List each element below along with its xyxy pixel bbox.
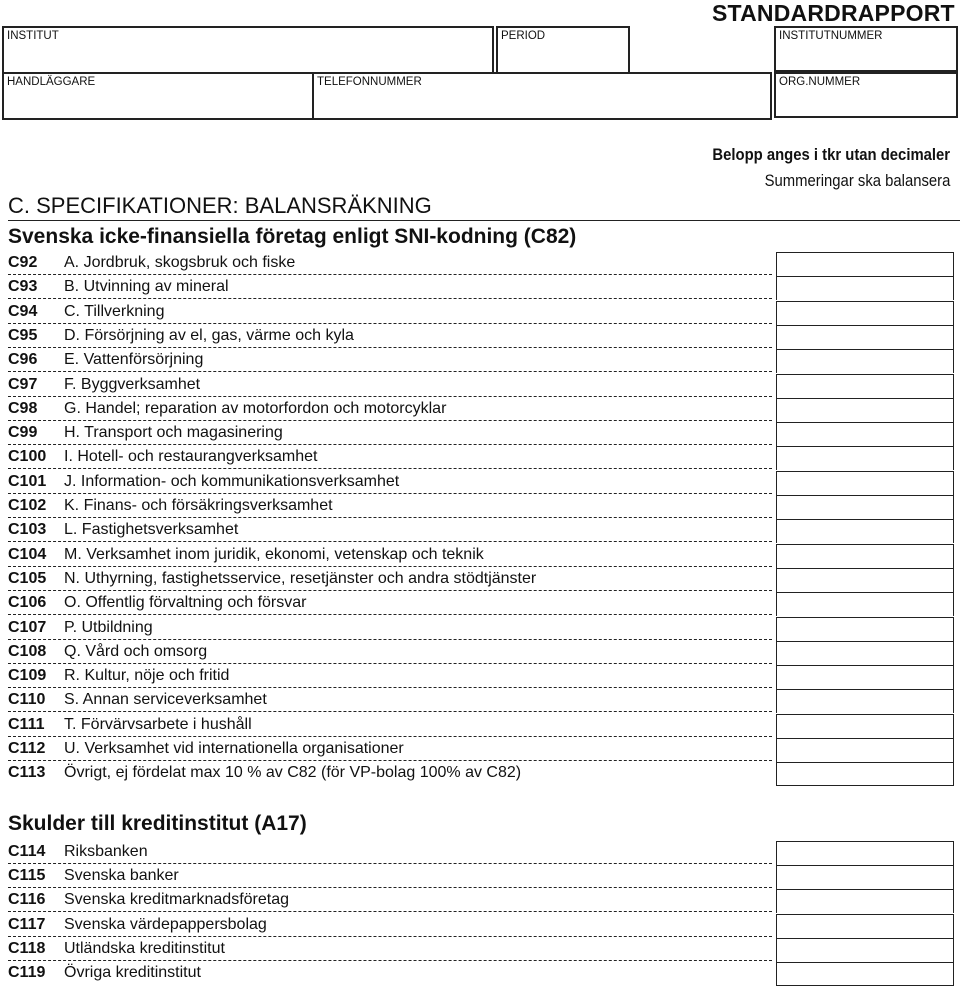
row-label: C. Tillverkning <box>64 302 165 320</box>
form-row <box>0 301 960 325</box>
form-row <box>0 446 960 470</box>
form-row <box>0 519 960 543</box>
row-code: C110 <box>8 691 46 709</box>
amount-input[interactable] <box>776 938 954 962</box>
row-code: C119 <box>8 964 46 981</box>
amount-input[interactable] <box>776 962 954 986</box>
row-label: D. Försörjning av el, gas, värme och kyla <box>64 326 354 344</box>
form-row <box>0 471 960 495</box>
row-code: C98 <box>8 399 38 417</box>
amount-input[interactable] <box>776 889 954 913</box>
amount-input[interactable] <box>776 374 954 398</box>
row-label: S. Annan serviceverksamhet <box>64 691 267 709</box>
institut-label: INSTITUT <box>7 30 59 42</box>
row-code: C97 <box>8 375 38 393</box>
form-row <box>0 568 960 592</box>
row-code: C118 <box>8 939 46 957</box>
form-row <box>0 592 960 616</box>
dotted-leader <box>8 274 772 275</box>
row-label: Svenska kreditmarknadsföretag <box>64 891 289 909</box>
amount-input[interactable] <box>776 544 954 568</box>
dotted-leader <box>8 639 772 640</box>
dotted-leader <box>8 396 772 397</box>
form-row <box>0 495 960 519</box>
form-row <box>0 665 960 689</box>
amount-input[interactable] <box>776 276 954 300</box>
amount-note: Belopp anges i tkr utan decimaler <box>712 146 950 164</box>
dotted-leader <box>8 614 772 615</box>
institutnummer-label: INSTITUTNUMMER <box>779 30 883 42</box>
institut-field[interactable] <box>2 26 494 74</box>
amount-input[interactable] <box>776 738 954 762</box>
dotted-leader <box>8 420 772 421</box>
period-field[interactable] <box>496 26 630 74</box>
row-code: C105 <box>8 569 47 587</box>
row-code: C115 <box>8 867 46 885</box>
amount-input[interactable] <box>776 349 954 373</box>
orgnummer-field[interactable] <box>774 72 958 118</box>
dotted-leader <box>8 863 772 864</box>
form-row <box>0 349 960 373</box>
dotted-leader <box>8 371 772 372</box>
telefonnummer-label: TELEFONNUMMER <box>317 76 422 88</box>
amount-input[interactable] <box>776 301 954 325</box>
section-divider <box>8 220 960 221</box>
amount-input[interactable] <box>776 841 954 865</box>
row-label: J. Information- och kommunikationsverksamhet <box>64 472 400 490</box>
row-code: C113 <box>8 764 46 782</box>
amount-input[interactable] <box>776 665 954 689</box>
row-code: C102 <box>8 497 47 514</box>
row-code: C100 <box>8 448 47 466</box>
row-code: C95 <box>8 326 38 344</box>
dotted-leader <box>8 736 772 737</box>
amount-input[interactable] <box>776 714 954 738</box>
dotted-leader <box>8 687 772 688</box>
row-label: Riksbanken <box>64 843 148 860</box>
dotted-leader <box>8 887 772 888</box>
handlaggare-label: HANDLÄGGARE <box>7 76 96 88</box>
form-row <box>0 738 960 762</box>
dotted-leader <box>8 468 772 469</box>
form-row <box>0 841 960 865</box>
dotted-leader <box>8 298 772 299</box>
dotted-leader <box>8 347 772 348</box>
form-row <box>0 398 960 422</box>
dotted-leader <box>8 936 772 937</box>
section-subtitle: Svenska icke-finansiella företag enligt SNI-kodning (C82) <box>8 225 577 248</box>
dotted-leader <box>8 960 772 961</box>
amount-input[interactable] <box>776 495 954 519</box>
row-code: C117 <box>8 915 46 933</box>
report-title: STANDARDRAPPORT <box>712 0 955 26</box>
form-row <box>0 889 960 913</box>
form-row <box>0 865 960 889</box>
amount-input[interactable] <box>776 865 954 889</box>
form-row <box>0 962 960 986</box>
row-label: Utländska kreditinstitut <box>64 939 225 957</box>
form-row <box>0 714 960 738</box>
row-label: Övrigt, ej fördelat max 10 % av C82 (för VP-bolag 100% av C82) <box>64 764 522 782</box>
row-label: N. Uthyrning, fastighetsservice, resetjänster och andra stödtjänster <box>64 569 537 587</box>
row-label: O. Offentlig förvaltning och försvar <box>64 594 307 612</box>
amount-input[interactable] <box>776 641 954 665</box>
form-row <box>0 276 960 300</box>
dotted-leader <box>8 517 772 518</box>
dotted-leader <box>8 566 772 567</box>
row-label: A. Jordbruk, skogsbruk och fiske <box>64 254 296 271</box>
row-code: C101 <box>8 472 47 490</box>
row-label: P. Utbildning <box>64 618 153 636</box>
row-label: G. Handel; reparation av motorfordon och motorcyklar <box>64 399 447 417</box>
row-label: T. Förvärvsarbete i hushåll <box>64 715 252 733</box>
row-label: K. Finans- och försäkringsverksamhet <box>64 497 333 514</box>
row-code: C114 <box>8 843 46 860</box>
amount-input[interactable] <box>776 592 954 616</box>
form-row <box>0 325 960 349</box>
credit-section-subtitle: Skulder till kreditinstitut (A17) <box>8 812 307 835</box>
dotted-leader <box>8 444 772 445</box>
dotted-leader <box>8 711 772 712</box>
dotted-leader <box>8 493 772 494</box>
form-row <box>0 544 960 568</box>
period-label: PERIOD <box>501 30 546 42</box>
row-code: C107 <box>8 618 47 636</box>
row-code: C92 <box>8 254 38 271</box>
row-code: C111 <box>8 715 45 733</box>
form-row <box>0 422 960 446</box>
row-label: Svenska banker <box>64 867 179 885</box>
amount-input[interactable] <box>776 252 954 276</box>
form-row <box>0 689 960 713</box>
telefonnummer-field[interactable] <box>312 72 772 120</box>
form-row <box>0 914 960 938</box>
row-label: F. Byggverksamhet <box>64 375 201 393</box>
row-label: U. Verksamhet vid internationella organisationer <box>64 740 404 757</box>
amount-input[interactable] <box>776 568 954 592</box>
row-label: Övriga kreditinstitut <box>64 964 201 981</box>
amount-input[interactable] <box>776 519 954 543</box>
row-code: C112 <box>8 740 46 757</box>
amount-input[interactable] <box>776 422 954 446</box>
row-label: B. Utvinning av mineral <box>64 278 229 296</box>
row-label: L. Fastighetsverksamhet <box>64 521 239 539</box>
dotted-leader <box>8 590 772 591</box>
dotted-leader <box>8 911 772 912</box>
row-code: C93 <box>8 278 38 296</box>
row-label: Q. Vård och omsorg <box>64 642 208 660</box>
amount-input[interactable] <box>776 914 954 938</box>
form-row <box>0 617 960 641</box>
row-label: E. Vattenförsörjning <box>64 351 204 369</box>
row-label: H. Transport och magasinering <box>64 424 283 442</box>
dotted-leader <box>8 663 772 664</box>
form-row <box>0 252 960 276</box>
amount-input[interactable] <box>776 617 954 641</box>
dotted-leader <box>8 323 772 324</box>
row-code: C94 <box>8 302 38 320</box>
row-code: C103 <box>8 521 47 539</box>
balance-note: Summeringar ska balansera <box>764 172 950 190</box>
row-code: C109 <box>8 667 47 685</box>
amount-input[interactable] <box>776 325 954 349</box>
row-code: C116 <box>8 891 46 909</box>
row-code: C96 <box>8 351 38 369</box>
form-row <box>0 938 960 962</box>
row-code: C106 <box>8 594 47 612</box>
institutnummer-field[interactable] <box>774 26 958 72</box>
dotted-leader <box>8 760 772 761</box>
row-label: I. Hotell- och restaurangverksamhet <box>64 448 318 466</box>
form-row <box>0 641 960 665</box>
handlaggare-field[interactable] <box>2 72 314 120</box>
amount-input[interactable] <box>776 689 954 713</box>
orgnummer-label: ORG.NUMMER <box>779 76 861 88</box>
section-title: C. SPECIFIKATIONER: BALANSRÄKNING <box>8 193 432 218</box>
row-label: R. Kultur, nöje och fritid <box>64 667 230 685</box>
row-code: C108 <box>8 642 47 660</box>
form-row <box>0 762 960 786</box>
amount-input[interactable] <box>776 471 954 495</box>
row-code: C104 <box>8 545 47 563</box>
row-label: M. Verksamhet inom juridik, ekonomi, vetenskap och teknik <box>64 545 484 563</box>
form-row <box>0 374 960 398</box>
row-label: Svenska värdepappersbolag <box>64 915 267 933</box>
amount-input[interactable] <box>776 762 954 786</box>
row-code: C99 <box>8 424 38 442</box>
amount-input[interactable] <box>776 398 954 422</box>
amount-input[interactable] <box>776 446 954 470</box>
dotted-leader <box>8 541 772 542</box>
